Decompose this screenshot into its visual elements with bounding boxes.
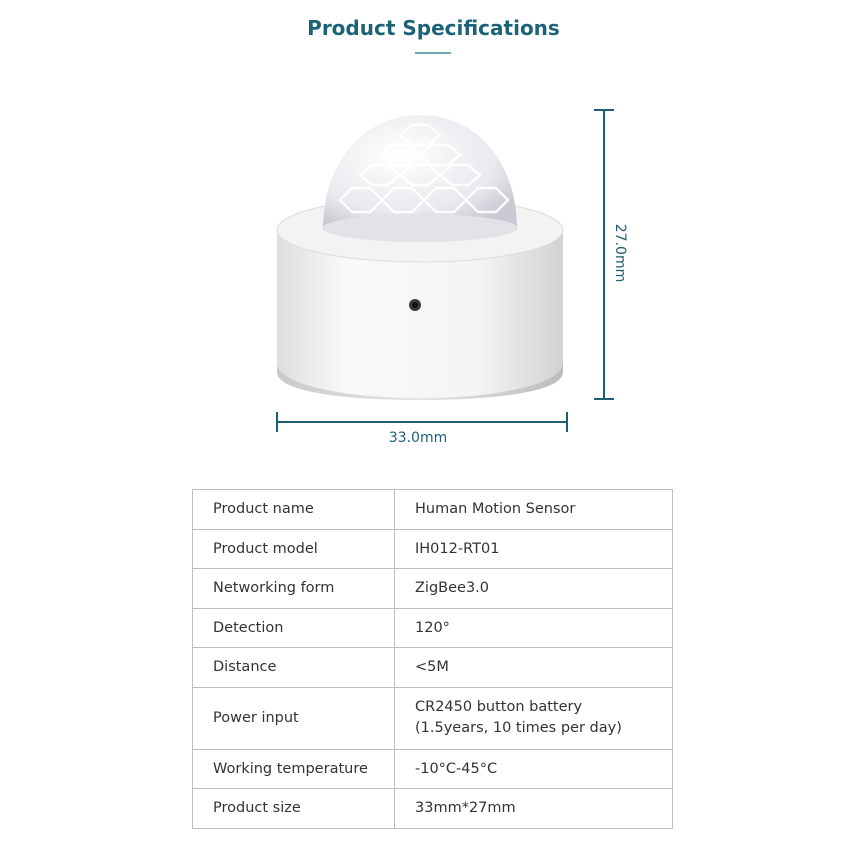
table-row (193, 749, 673, 789)
spec-label: Product model (193, 529, 395, 569)
spec-value: <5M (395, 648, 673, 688)
spec-value: 120° (395, 608, 673, 648)
spec-value-line2: (1.5years, 10 times per day) (415, 720, 622, 736)
spec-value (395, 687, 673, 749)
table-row (193, 529, 673, 569)
table-row (193, 490, 673, 530)
spec-value: 33mm*27mm (395, 789, 673, 829)
spec-table (192, 489, 673, 829)
title-underline (415, 52, 451, 54)
table-row (193, 569, 673, 609)
table-row (193, 608, 673, 648)
table-row (193, 648, 673, 688)
height-dimension-line (603, 110, 605, 399)
width-dimension-line (277, 421, 567, 423)
height-dimension-label: 27.0mm (612, 223, 628, 283)
spec-label: Distance (193, 648, 395, 688)
width-dimension-tick-right (566, 412, 568, 432)
spec-label: Working temperature (193, 749, 395, 789)
height-dimension-tick-bottom (594, 398, 614, 400)
table-row (193, 789, 673, 829)
spec-label: Product size (193, 789, 395, 829)
spec-label: Networking form (193, 569, 395, 609)
spec-value-line1: CR2450 button battery (415, 699, 583, 715)
height-dimension-tick-top (594, 109, 614, 111)
width-dimension-tick-left (276, 412, 278, 432)
width-dimension-label: 33.0mm (388, 430, 448, 446)
spec-value: IH012-RT01 (395, 529, 673, 569)
table-row (193, 687, 673, 749)
spec-value: -10°C-45°C (395, 749, 673, 789)
motion-sensor-image (265, 100, 575, 410)
page-title: Product Specifications (307, 16, 560, 40)
spec-value: Human Motion Sensor (395, 490, 673, 530)
spec-label: Product name (193, 490, 395, 530)
spec-label: Detection (193, 608, 395, 648)
spec-label: Power input (193, 687, 395, 749)
spec-value: ZigBee3.0 (395, 569, 673, 609)
